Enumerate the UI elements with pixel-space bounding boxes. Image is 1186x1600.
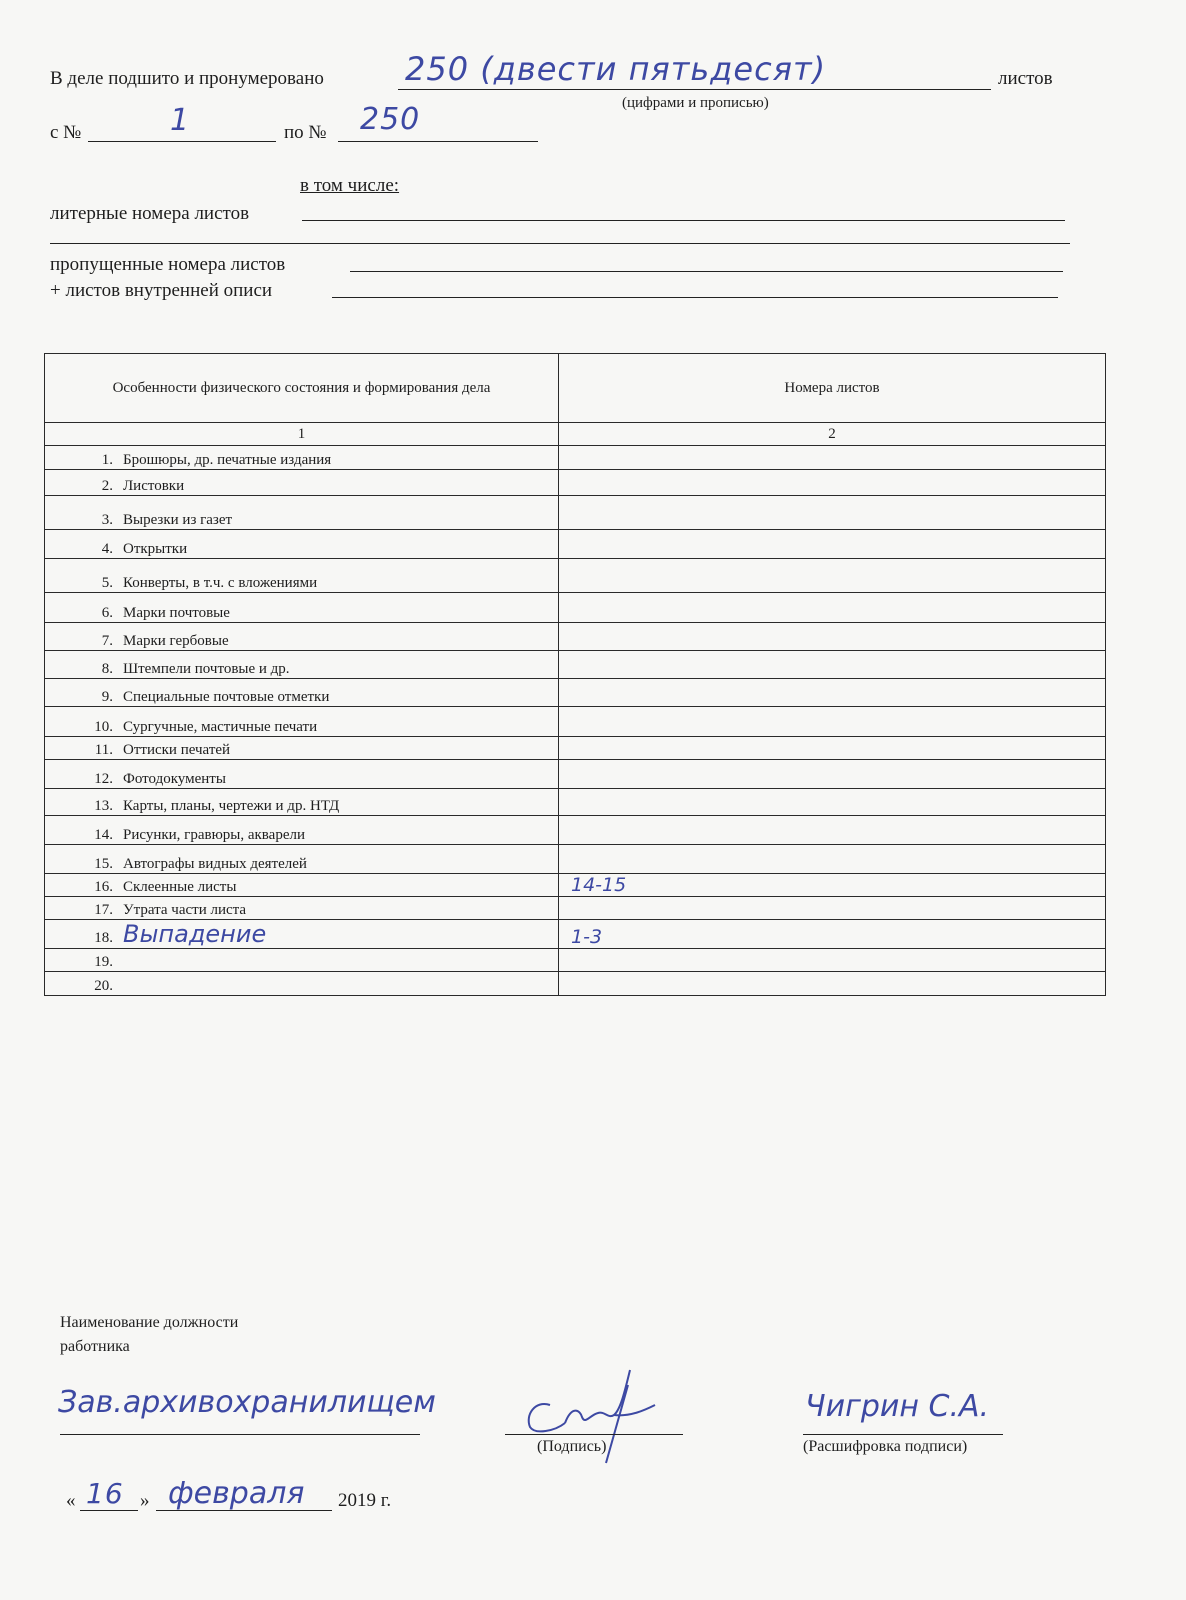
row-label: Марки гербовые	[123, 633, 229, 649]
table-row	[45, 760, 1106, 789]
row-feature-cell	[45, 470, 559, 496]
row-sheets-cell	[559, 897, 1106, 920]
row-sheets-value: 14-15	[571, 874, 627, 896]
row-sheets-cell	[559, 623, 1106, 651]
date-open-quote: «	[66, 1490, 76, 1511]
row-number: 11.	[94, 742, 113, 758]
row-label: Рисунки, гравюры, акварели	[123, 827, 306, 843]
row-sheets-cell	[559, 651, 1106, 679]
decoding-handwritten: Чигрин С.А.	[805, 1389, 990, 1424]
row-sheets-cell	[559, 760, 1106, 789]
row-feature-cell	[45, 789, 559, 816]
col2-header: Номера листов	[559, 354, 1106, 423]
missing-numbers-label: пропущенные номера листов	[50, 254, 286, 275]
row-label: Открытки	[123, 541, 188, 557]
row-label: Конверты, в т.ч. с вложениями	[123, 575, 318, 591]
row-feature-cell	[45, 920, 559, 949]
date-year: 2019 г.	[338, 1490, 392, 1511]
table-row	[45, 623, 1106, 651]
row-label: Автографы видных деятелей	[123, 856, 307, 872]
row-sheets-cell	[559, 496, 1106, 530]
row-label: Брошюры, др. печатные издания	[123, 452, 332, 468]
to-number-handwritten: 250	[360, 102, 421, 137]
row-label: Утрата части листа	[123, 902, 247, 918]
row-sheets-cell	[559, 972, 1106, 996]
table-row	[45, 897, 1106, 920]
table-row	[45, 920, 1106, 949]
signature-caption: (Подпись)	[537, 1438, 607, 1455]
table-row	[45, 949, 1106, 972]
row-feature-cell	[45, 845, 559, 874]
table-number-row	[45, 423, 1106, 446]
table-row	[45, 816, 1106, 845]
row-feature-cell	[45, 874, 559, 897]
row-number: 18.	[94, 930, 113, 946]
row-sheets-cell	[559, 874, 1106, 897]
position-caption-1: Наименование должности	[60, 1314, 239, 1331]
letter-numbers-underline-2	[50, 243, 1070, 244]
date-day-underline	[80, 1510, 138, 1511]
sheets-label: листов	[998, 68, 1053, 89]
row-feature-cell	[45, 496, 559, 530]
col2-number: 2	[559, 423, 1106, 446]
row-sheets-cell	[559, 559, 1106, 593]
row-sheets-value	[559, 793, 571, 815]
row-number: 16.	[94, 879, 113, 895]
row-number: 8.	[101, 661, 113, 677]
table-row	[45, 737, 1106, 760]
row-sheets-value	[559, 714, 571, 736]
row-sheets-value	[559, 766, 571, 788]
row-number: 6.	[101, 605, 113, 621]
to-label: по №	[284, 122, 327, 143]
row-label: Карты, планы, чертежи и др. НТД	[123, 798, 340, 814]
missing-numbers-underline	[350, 271, 1063, 272]
table-row	[45, 679, 1106, 707]
row-sheets-cell	[559, 679, 1106, 707]
row-feature-cell	[45, 897, 559, 920]
table-row	[45, 972, 1106, 996]
row-label: Листовки	[123, 478, 185, 494]
row-sheets-cell	[559, 530, 1106, 559]
table-row	[45, 530, 1106, 559]
row-label: Марки почтовые	[123, 605, 230, 621]
row-number: 15.	[94, 856, 113, 872]
row-number: 9.	[101, 689, 113, 705]
decoding-underline	[803, 1434, 1003, 1435]
filed-count-handwritten: 250 (двести пятьдесят)	[405, 50, 827, 88]
letter-numbers-label: литерные номера листов	[50, 203, 250, 224]
row-sheets-value	[559, 656, 571, 678]
position-underline	[60, 1434, 420, 1435]
date-month-handwritten: февраля	[168, 1476, 305, 1511]
row-sheets-value	[559, 684, 571, 706]
row-feature-cell	[45, 949, 559, 972]
decoding-caption: (Расшифровка подписи)	[803, 1438, 968, 1455]
table-header-row	[45, 354, 1106, 423]
letter-numbers-underline	[302, 220, 1065, 221]
table-row	[45, 559, 1106, 593]
row-sheets-cell	[559, 593, 1106, 623]
row-feature-cell	[45, 559, 559, 593]
row-sheets-value	[559, 507, 571, 529]
filed-caption: (цифрами и прописью)	[622, 95, 769, 111]
position-caption-2: работника	[60, 1338, 130, 1355]
table-row	[45, 470, 1106, 496]
row-sheets-cell	[559, 949, 1106, 972]
features-table	[44, 353, 1106, 996]
from-number-handwritten: 1	[170, 103, 191, 138]
table-row	[45, 446, 1106, 470]
row-sheets-value	[559, 851, 571, 873]
table-row	[45, 651, 1106, 679]
row-label: Фотодокументы	[123, 771, 226, 787]
row-sheets-value	[559, 447, 571, 469]
row-label: Оттиски печатей	[123, 742, 231, 758]
row-feature-cell	[45, 651, 559, 679]
row-number: 3.	[101, 512, 113, 528]
row-number: 5.	[101, 575, 113, 591]
row-label: Вырезки из газет	[123, 512, 233, 528]
row-number: 7.	[101, 633, 113, 649]
inner-inventory-underline	[332, 297, 1058, 298]
row-label: Специальные почтовые отметки	[123, 689, 330, 705]
row-number: 17.	[94, 902, 113, 918]
row-sheets-value	[559, 973, 571, 995]
from-label: с №	[50, 122, 82, 143]
signature-image	[510, 1355, 680, 1475]
row-feature-cell	[45, 593, 559, 623]
to-underline	[338, 141, 538, 142]
row-sheets-value	[559, 822, 571, 844]
table-row	[45, 845, 1106, 874]
row-sheets-cell	[559, 920, 1106, 949]
row-feature-cell	[45, 737, 559, 760]
row-sheets-cell	[559, 816, 1106, 845]
row-sheets-value	[559, 897, 571, 919]
row-sheets-cell	[559, 737, 1106, 760]
row-number: 2.	[101, 478, 113, 494]
table-row	[45, 496, 1106, 530]
date-month-underline	[156, 1510, 332, 1511]
row-feature-cell	[45, 679, 559, 707]
row-feature-cell	[45, 707, 559, 737]
filed-label: В деле подшито и пронумеровано	[50, 68, 324, 89]
row-sheets-value	[559, 536, 571, 558]
row-label: Штемпели почтовые и др.	[123, 661, 290, 677]
row-number: 20.	[94, 978, 113, 994]
row-number: 19.	[94, 954, 113, 970]
row-label: Сургучные, мастичные печати	[123, 719, 318, 735]
row-number: 1.	[101, 452, 113, 468]
row-sheets-value	[559, 600, 571, 622]
date-close-quote: »	[140, 1490, 150, 1511]
row-sheets-cell	[559, 707, 1106, 737]
row-sheets-value	[559, 570, 571, 592]
including-heading: в том числе:	[300, 175, 400, 196]
row-sheets-value	[559, 949, 571, 971]
row-sheets-value	[559, 628, 571, 650]
row-sheets-cell	[559, 789, 1106, 816]
row-number: 4.	[101, 541, 113, 557]
from-underline	[88, 141, 276, 142]
row-feature-cell	[45, 816, 559, 845]
table-row	[45, 707, 1106, 737]
row-feature-cell	[45, 972, 559, 996]
row-label: Склеенные листы	[123, 879, 237, 895]
row-sheets-cell	[559, 845, 1106, 874]
row-sheets-cell	[559, 446, 1106, 470]
date-day-handwritten: 16	[86, 1477, 124, 1510]
signature-underline	[505, 1434, 683, 1435]
row-number: 14.	[94, 827, 113, 843]
row-sheets-value: 1-3	[571, 926, 603, 948]
col1-number: 1	[45, 423, 559, 446]
table-row	[45, 874, 1106, 897]
table-row	[45, 789, 1106, 816]
table-row	[45, 593, 1106, 623]
row-sheets-cell	[559, 470, 1106, 496]
row-label: Выпадение	[123, 920, 267, 948]
row-sheets-value	[559, 473, 571, 495]
row-number: 12.	[94, 771, 113, 787]
row-feature-cell	[45, 446, 559, 470]
col1-header: Особенности физического состояния и формирования дела	[45, 354, 559, 423]
row-number: 10.	[94, 719, 113, 735]
position-handwritten: Зав.архивохранилищем	[58, 1385, 436, 1420]
row-sheets-value	[559, 737, 571, 759]
filed-underline	[398, 89, 991, 90]
row-feature-cell	[45, 623, 559, 651]
row-number: 13.	[94, 798, 113, 814]
inner-inventory-label: + листов внутренней описи	[50, 280, 273, 301]
row-feature-cell	[45, 530, 559, 559]
row-feature-cell	[45, 760, 559, 789]
